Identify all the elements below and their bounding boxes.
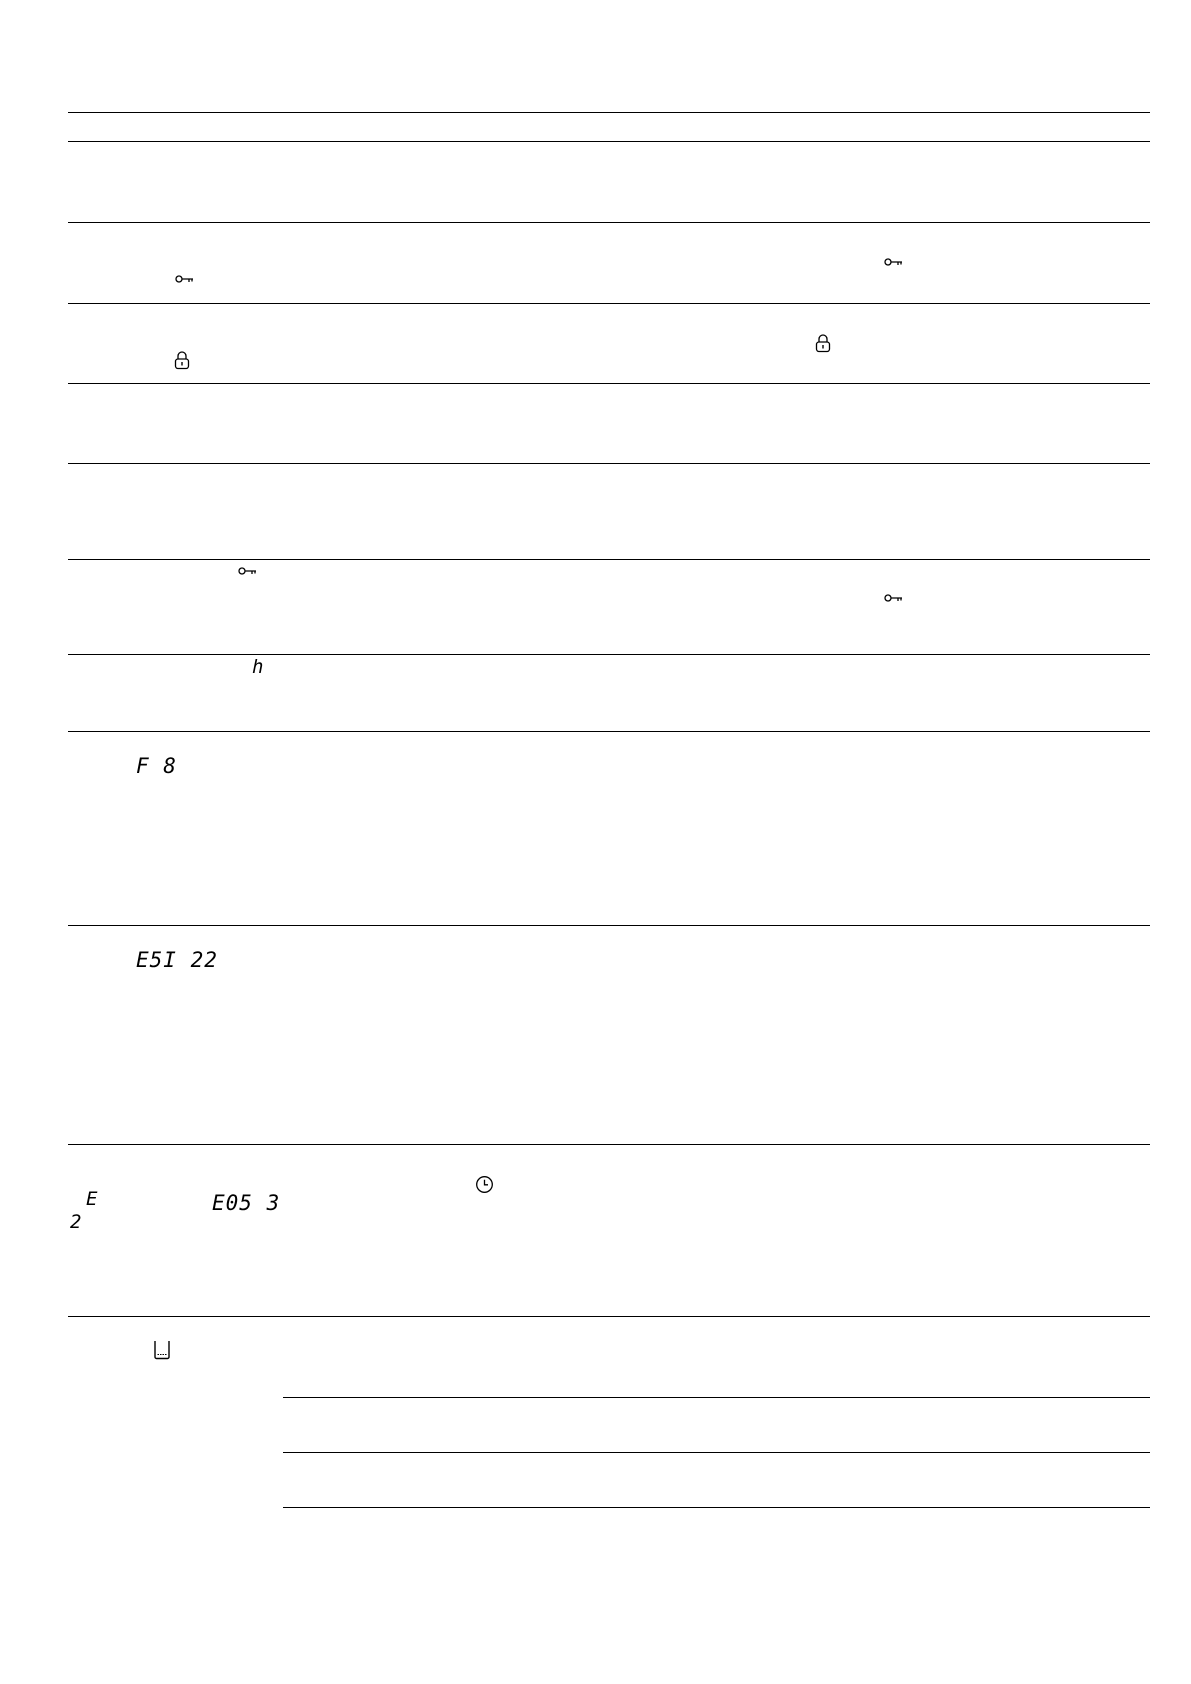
clock-icon: [475, 1175, 494, 1194]
segment-display-2: 2: [70, 1211, 83, 1233]
segment-display-h: h: [252, 656, 265, 678]
segment-display-e: E: [86, 1188, 99, 1210]
row-divider: [68, 731, 1150, 732]
key-icon: [884, 592, 904, 604]
padlock-icon: [815, 333, 831, 353]
segment-display-e053: E05 3: [212, 1191, 281, 1215]
segment-display-e5122: E5I 22: [136, 948, 218, 972]
key-icon: [175, 273, 195, 285]
key-icon: [884, 256, 904, 268]
row-divider: [68, 559, 1150, 560]
row-divider: [68, 1144, 1150, 1145]
row-divider: [68, 303, 1150, 304]
key-icon: [238, 565, 258, 577]
sub-row-divider: [283, 1452, 1150, 1453]
row-divider: [68, 222, 1150, 223]
segment-display-f8: F 8: [136, 754, 177, 778]
table-header-rule: [68, 141, 1150, 142]
row-divider: [68, 463, 1150, 464]
table-top-rule: [68, 112, 1150, 113]
padlock-icon: [174, 350, 190, 370]
row-divider: [68, 383, 1150, 384]
water-tank-icon: [153, 1340, 171, 1360]
row-divider: [68, 1316, 1150, 1317]
sub-row-divider: [283, 1507, 1150, 1508]
row-divider: [68, 925, 1150, 926]
row-divider: [68, 654, 1150, 655]
sub-row-divider: [283, 1397, 1150, 1398]
